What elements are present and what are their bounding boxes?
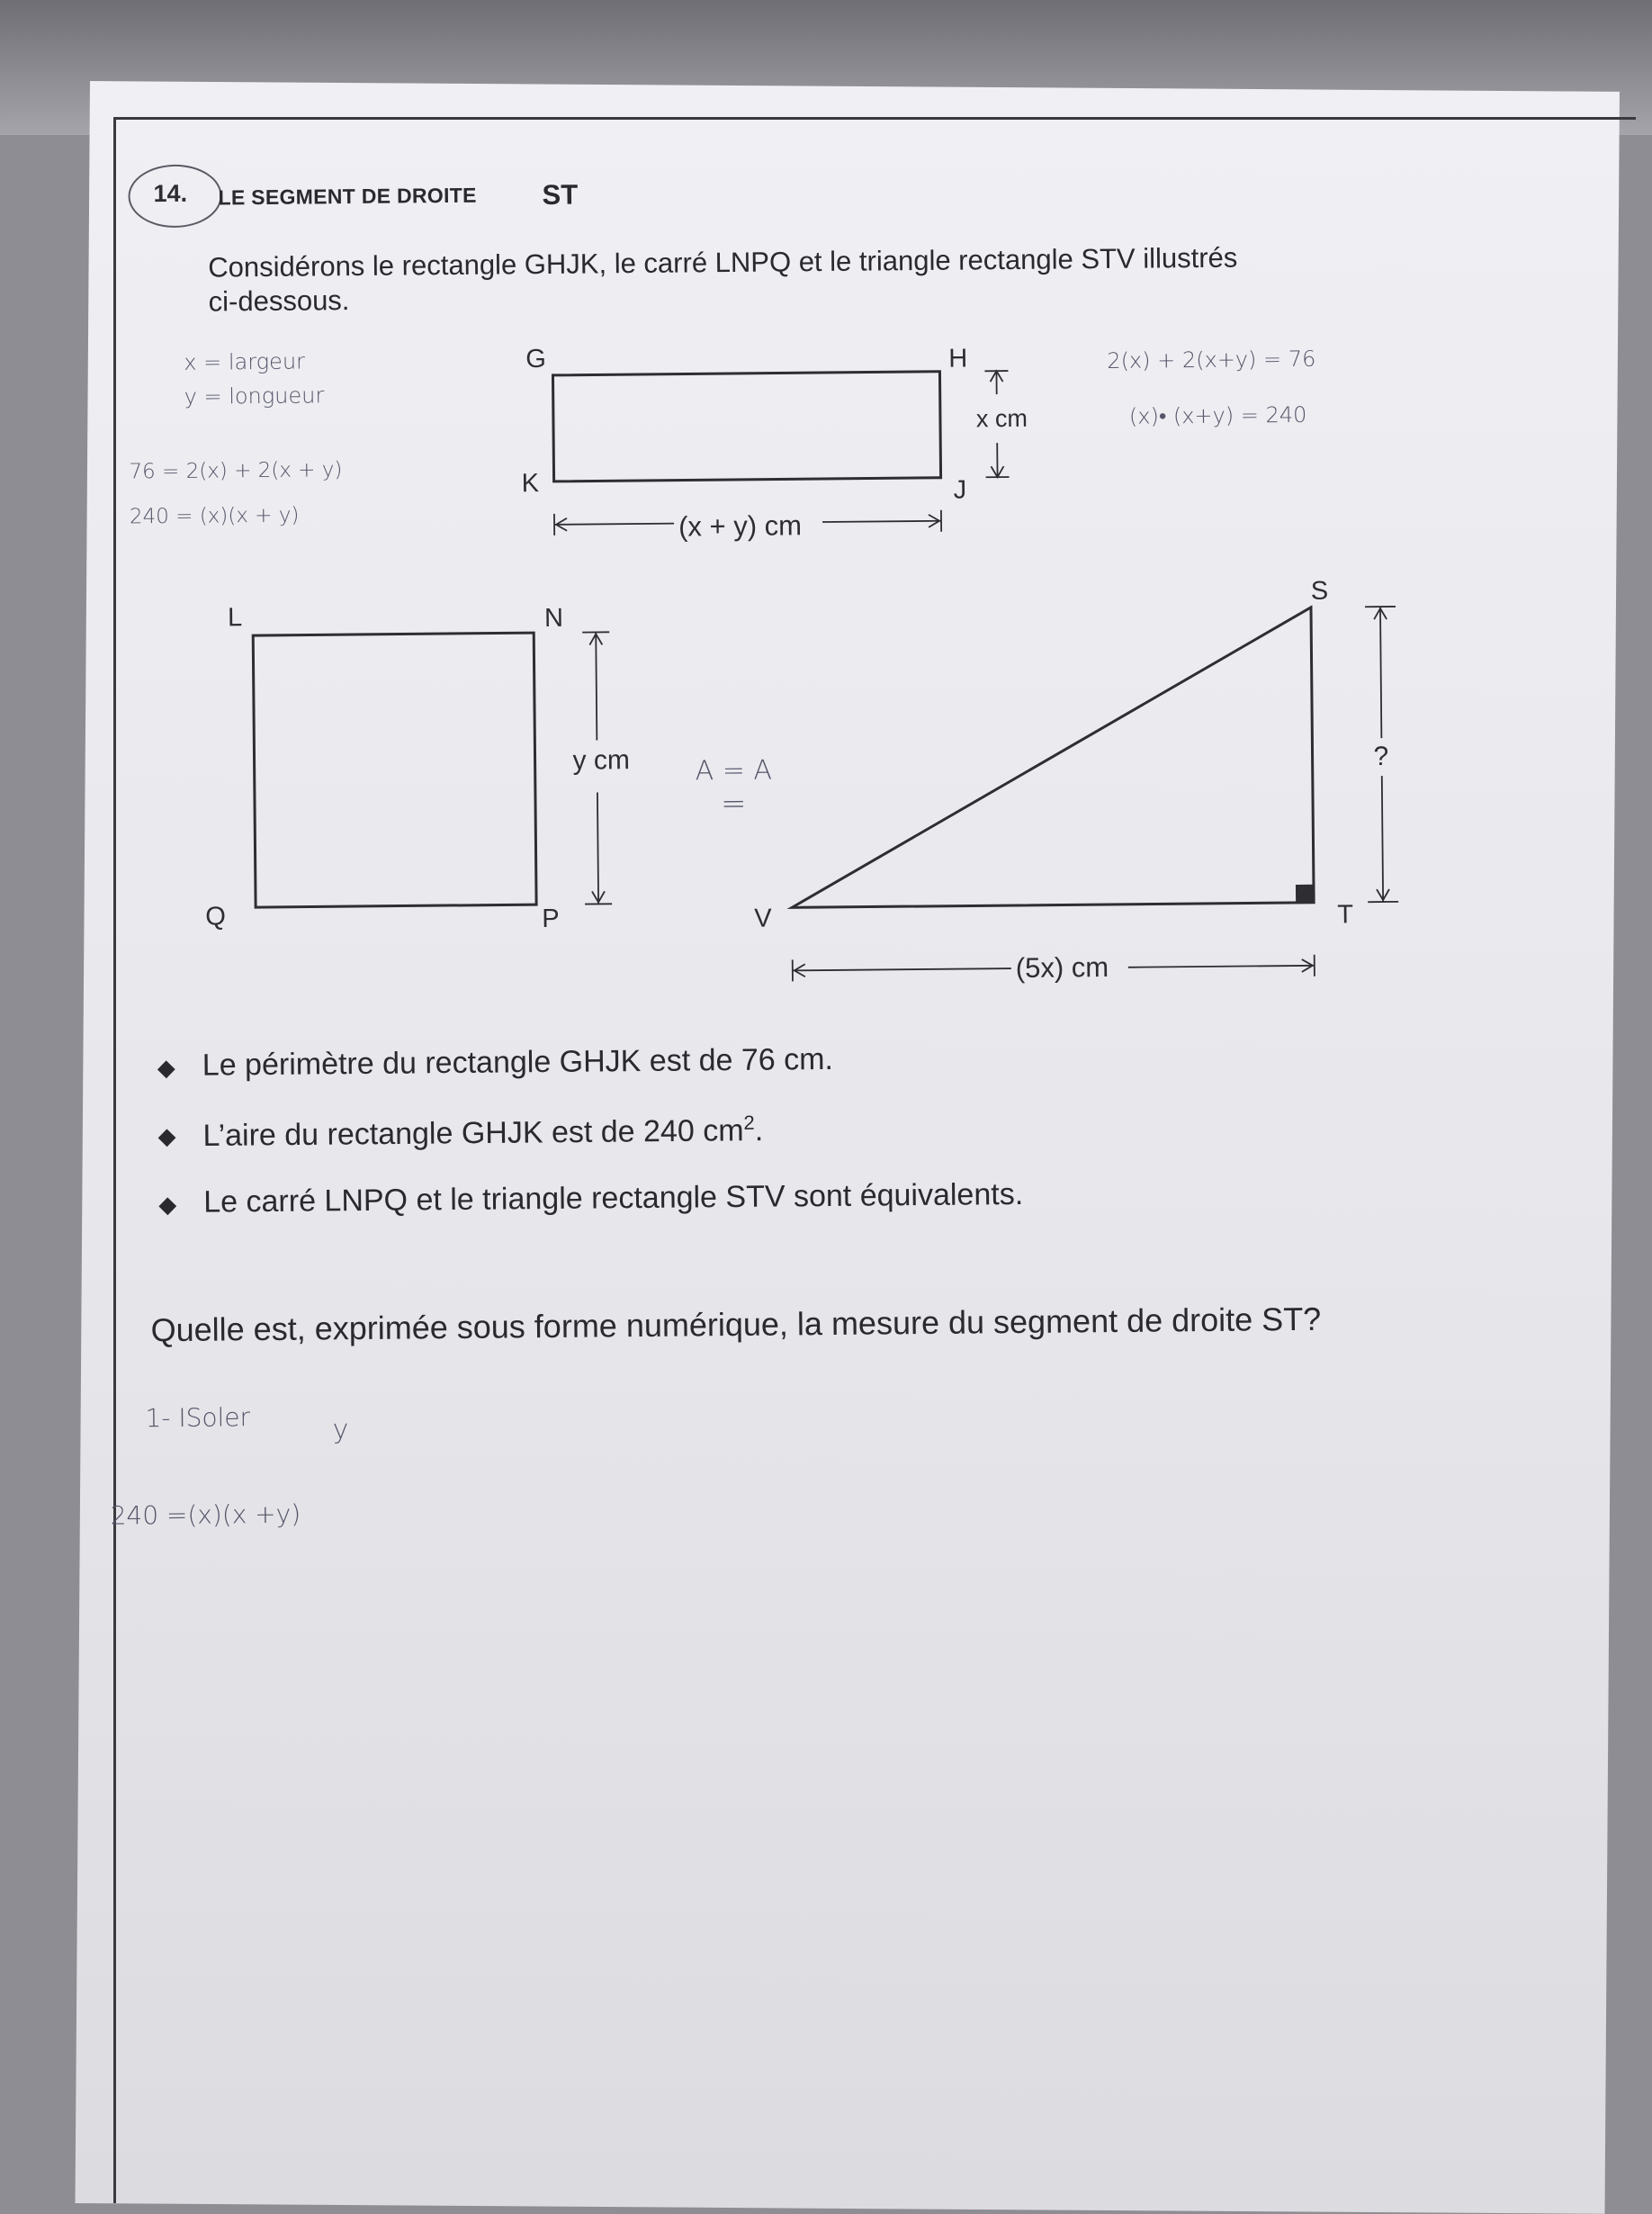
question-title-suffix: ST — [542, 179, 578, 212]
handwritten-step-1: 1- ISoler — [145, 1402, 250, 1433]
area-unit-exponent: 2 — [743, 1112, 754, 1134]
handwritten-equation-perimeter: 76 = 2(x) + 2(x + y) — [129, 458, 342, 483]
vertex-j-label: J — [954, 475, 967, 505]
vertex-h-label: H — [948, 344, 967, 374]
handwritten-equation-perimeter-right: 2(x) + 2(x+y) = 76 — [1107, 346, 1315, 374]
vertex-p-label: P — [542, 904, 560, 934]
handwritten-def-y: y = longueur — [184, 382, 325, 409]
triangle-height-label: ? — [1373, 742, 1388, 772]
rect-width-label: (x + y) cm — [678, 509, 802, 543]
triangle-base-label: (5x) cm — [1016, 951, 1109, 985]
vertex-l-label: L — [228, 603, 242, 633]
handwritten-equal-mark: = — [721, 786, 747, 822]
area-unit-end: . — [755, 1113, 764, 1148]
area-unit: cm — [703, 1113, 744, 1148]
vertex-n-label: N — [544, 604, 563, 634]
fact-text-main: L’aire du rectangle GHJK est de 240 — [202, 1114, 695, 1153]
rect-height-label: x cm — [976, 405, 1028, 434]
triangle-stv — [789, 608, 1314, 908]
bullet-diamond-icon: ◆ — [157, 1054, 175, 1082]
fact-text: Le périmètre du rectangle GHJK est de 76 cm. — [202, 1042, 833, 1084]
vertex-g-label: G — [525, 345, 546, 374]
vertex-q-label: Q — [205, 902, 226, 932]
intro-line-1: Considérons le rectangle GHJK, le carré LNPQ et le triangle rectangle STV illustrés — [208, 238, 1468, 284]
handwritten-equation-area-right: (x)• (x+y) = 240 — [1129, 402, 1307, 430]
square-lnpq — [253, 633, 536, 907]
handwritten-area-equality: A = A — [696, 755, 773, 788]
question-number: 14. — [153, 180, 187, 208]
intro-line-2: ci-dessous. — [208, 273, 1468, 319]
vertex-t-label: T — [1337, 900, 1353, 930]
handwritten-def-x: x = largeur — [184, 349, 305, 375]
handwritten-step-1-equation: 240 =(x)(x +y) — [110, 1499, 301, 1531]
handwritten-equation-area: 240 = (x)(x + y) — [130, 504, 300, 529]
fact-text — [202, 1112, 763, 1154]
rectangle-ghjk — [552, 372, 940, 482]
square-side-label: y cm — [572, 745, 630, 777]
bullet-diamond-icon: ◆ — [157, 1122, 175, 1150]
handwritten-step-1-variable: y — [333, 1414, 349, 1445]
question-prompt: Quelle est, exprimée sous forme numérique, la mesure du segment de droite ST? — [150, 1300, 1321, 1349]
vertex-s-label: S — [1311, 577, 1329, 607]
fact-text: Le carré LNPQ et le triangle rectangle STV sont équivalents. — [203, 1177, 1023, 1220]
vertex-v-label: V — [754, 904, 772, 934]
vertex-k-label: K — [521, 469, 539, 499]
right-angle-mark — [1296, 885, 1314, 903]
bullet-diamond-icon: ◆ — [158, 1191, 176, 1219]
question-title: LE SEGMENT DE DROITE — [218, 184, 476, 211]
